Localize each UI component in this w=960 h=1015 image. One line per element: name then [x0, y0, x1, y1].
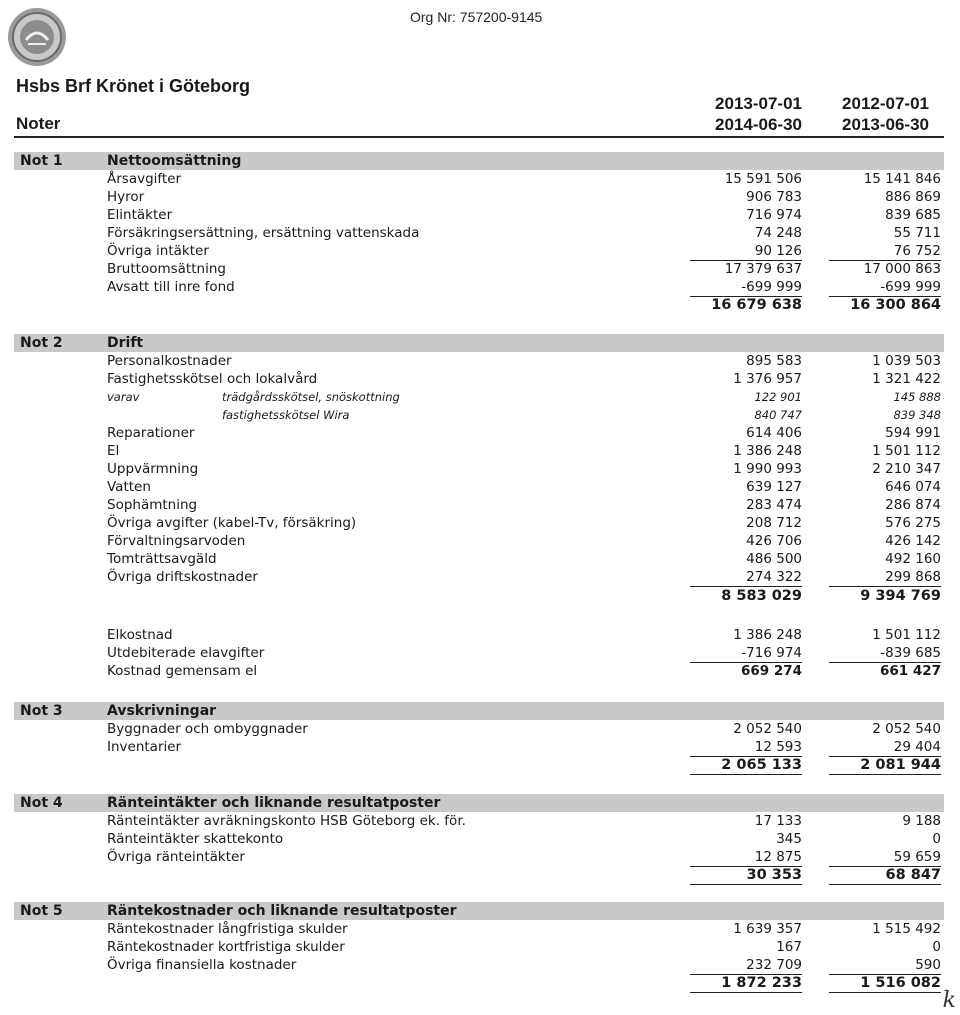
note-title: Nettoomsättning: [107, 153, 242, 169]
section-title: Noter: [16, 114, 61, 133]
hsb-seal-logo-icon: [6, 6, 68, 68]
table-row: Ränteintäkter skattekonto 345 0: [107, 831, 941, 847]
note-header-bar: [14, 334, 944, 352]
table-row: Övriga driftskostnader 274 322 299 868: [107, 569, 941, 585]
note-number: Not 4: [20, 795, 63, 811]
table-row: Sophämtning 283 474 286 874: [107, 497, 941, 513]
table-row: Elkostnad 1 386 248 1 501 112: [107, 627, 941, 643]
note-title: Drift: [107, 335, 144, 351]
total-row: 30 353 68 847: [746, 867, 941, 883]
table-row: Vatten 639 127 646 074: [107, 479, 941, 495]
total-row: 1 872 233 1 516 082: [721, 975, 941, 991]
table-row: Övriga ränteintäkter 12 875 59 659: [107, 849, 941, 865]
table-row: Årsavgifter 15 591 506 15 141 846: [107, 171, 941, 187]
table-row: Elintäkter 716 974 839 685: [107, 207, 941, 223]
table-row: Räntekostnader långfristiga skulder 1 639 357 1 515 492: [107, 921, 941, 937]
table-row: Personalkostnader 895 583 1 039 503: [107, 353, 941, 369]
note-number: Not 1: [20, 153, 63, 169]
table-row: Övriga avgifter (kabel-Tv, försäkring) 208 712 576 275: [107, 515, 941, 531]
note-title: Ränteintäkter och liknande resultatposter: [107, 795, 441, 811]
table-row: Avsatt till inre fond -699 999 -699 999: [107, 279, 941, 295]
note-number: Not 2: [20, 335, 63, 351]
period-current: 2013-07-01 2014-06-30: [715, 94, 802, 134]
table-row: varav trädgårdsskötsel, snöskottning 122 901 145 888: [107, 390, 941, 404]
table-row: Byggnader och ombyggnader 2 052 540 2 052 540: [107, 721, 941, 737]
table-row: Övriga finansiella kostnader 232 709 590: [107, 957, 941, 973]
handwritten-initial: k: [942, 988, 956, 1013]
total-row: Kostnad gemensam el 669 274 661 427: [107, 663, 941, 679]
table-row: fastighetsskötsel Wira 840 747 839 348: [222, 408, 941, 422]
table-row: Övriga intäkter 90 126 76 752: [107, 243, 941, 259]
total-row: 16 679 638 16 300 864: [711, 297, 941, 313]
table-row: Försäkringsersättning, ersättning vattenskada 74 248 55 711: [107, 225, 941, 241]
period-previous: 2012-07-01 2013-06-30: [842, 94, 929, 134]
table-row: Räntekostnader kortfristiga skulder 167 0: [107, 939, 941, 955]
note-title: Avskrivningar: [107, 703, 217, 719]
org-number: Org Nr: 757200-9145: [410, 9, 543, 25]
table-row: Reparationer 614 406 594 991: [107, 425, 941, 441]
table-row: Fastighetsskötsel och lokalvård 1 376 957 1 321 422: [107, 371, 941, 387]
note-number: Not 5: [20, 903, 63, 919]
company-name: Hsbs Brf Krönet i Göteborg: [16, 76, 251, 96]
table-row: El 1 386 248 1 501 112: [107, 443, 941, 459]
total-row: 8 583 029 9 394 769: [721, 588, 941, 604]
total-row: 2 065 133 2 081 944: [721, 757, 941, 773]
table-row: Förvaltningsarvoden 426 706 426 142: [107, 533, 941, 549]
note-number: Not 3: [20, 703, 63, 719]
table-row: Inventarier 12 593 29 404: [107, 739, 941, 755]
note-title: Räntekostnader och liknande resultatposter: [107, 903, 457, 919]
table-row: Hyror 906 783 886 869: [107, 189, 941, 205]
header-divider: [14, 136, 944, 138]
table-row: Utdebiterade elavgifter -716 974 -839 685: [107, 645, 941, 661]
table-row: Uppvärmning 1 990 993 2 210 347: [107, 461, 941, 477]
table-row: Tomträttsavgäld 486 500 492 160: [107, 551, 941, 567]
table-row: Bruttoomsättning 17 379 637 17 000 863: [107, 261, 941, 277]
table-row: Ränteintäkter avräkningskonto HSB Göteborg ek. för. 17 133 9 188: [107, 813, 941, 829]
